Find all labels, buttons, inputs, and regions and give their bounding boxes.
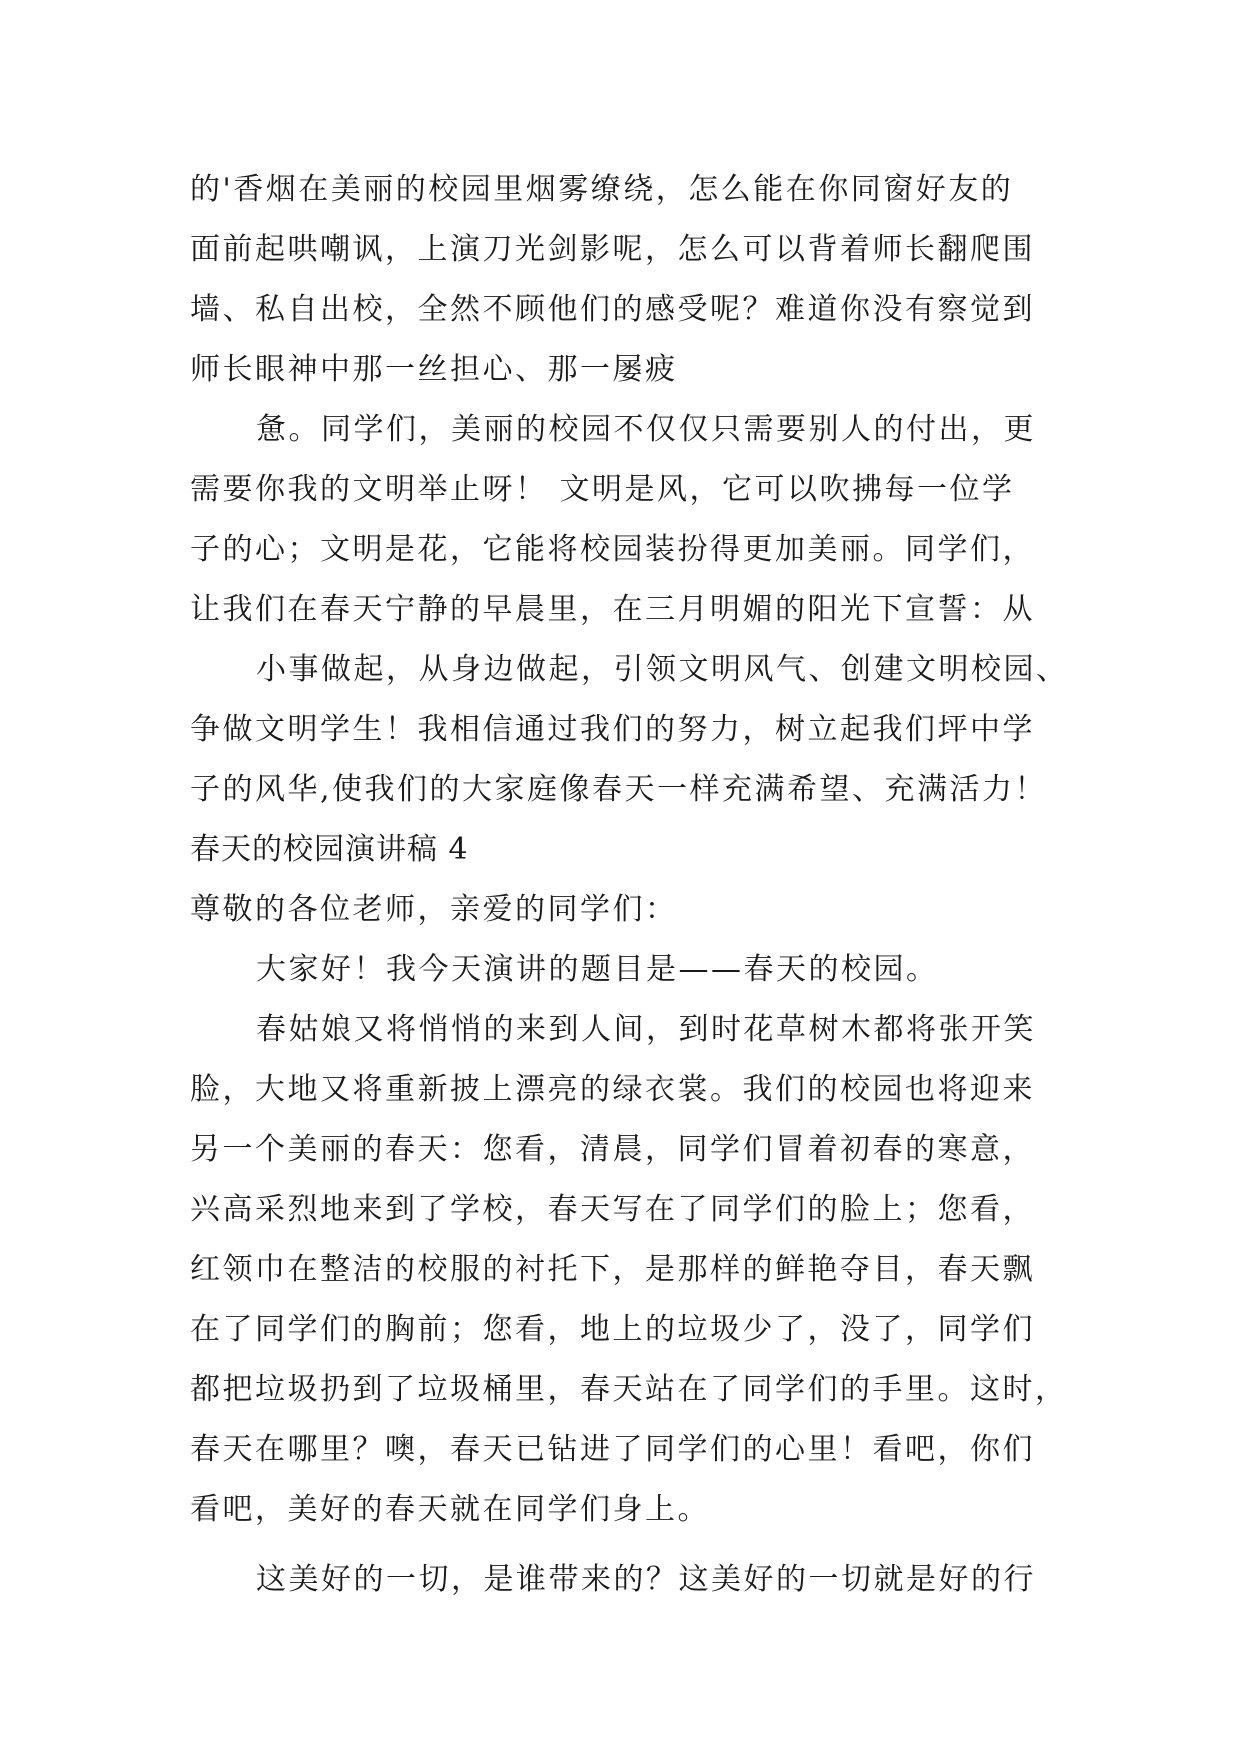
text-line: 大家好！我今天演讲的题目是——春天的校园。	[256, 952, 939, 987]
text-line: 红领巾在整洁的校服的衬托下，是那样的鲜艳夺目，春天飘	[190, 1252, 1035, 1287]
text-line: 春姑娘又将悄悄的来到人间，到时花草树木都将张开笑	[256, 1012, 1036, 1047]
text-line: 脸，大地又将重新披上漂亮的绿衣裳。我们的校园也将迎来	[190, 1072, 1035, 1107]
text-line: 让我们在春天宁静的早晨里，在三月明媚的阳光下宣誓：从	[190, 592, 1035, 627]
text-line: 看吧，美好的春天就在同学们身上。	[190, 1492, 710, 1527]
text-line: 子的心；文明是花，它能将校园装扮得更加美丽。同学们，	[190, 532, 1035, 567]
text-line: 的'香烟在美丽的校园里烟雾缭绕，怎么能在你同窗好友的	[190, 172, 1014, 207]
section-title: 春天的校园演讲稿 4	[190, 832, 469, 867]
text-line: 面前起哄嘲讽，上演刀光剑影呢，怎么可以背着师长翻爬围	[190, 232, 1035, 267]
text-line: 需要你我的文明举止呀！ 文明是风，它可以吹拂每一位学	[190, 472, 1015, 507]
text-line: 春天在哪里？噢，春天已钻进了同学们的心里！看吧，你们	[190, 1432, 1035, 1467]
text-line: 都把垃圾扔到了垃圾桶里，春天站在了同学们的手里。这时，	[190, 1372, 1068, 1407]
text-line: 另一个美丽的春天：您看，清晨，同学们冒着初春的寒意，	[190, 1132, 1035, 1167]
text-line: 兴高采烈地来到了学校，春天写在了同学们的脸上；您看，	[190, 1192, 1035, 1227]
body-text	[190, 160, 1070, 1610]
text-line: 子的风华,使我们的大家庭像春天一样充满希望、充满活力！	[190, 772, 1048, 807]
text-line: 争做文明学生！我相信通过我们的努力，树立起我们坪中学	[190, 712, 1035, 747]
text-line: 师长眼神中那一丝担心、那一屡疲	[190, 352, 678, 387]
text-line: 小事做起，从身边做起，引领文明风气、创建文明校园、	[256, 652, 1069, 687]
salutation: 尊敬的各位老师，亲爱的同学们：	[190, 892, 678, 927]
text-line: 在了同学们的胸前；您看，地上的垃圾少了，没了，同学们	[190, 1312, 1035, 1347]
text-line: 墙、私自出校，全然不顾他们的感受呢？难道你没有察觉到	[190, 292, 1035, 327]
text-line: 这美好的一切，是谁带来的？这美好的一切就是好的行	[256, 1562, 1036, 1597]
text-line: 惫。同学们，美丽的校园不仅仅只需要别人的付出，更	[256, 412, 1036, 447]
